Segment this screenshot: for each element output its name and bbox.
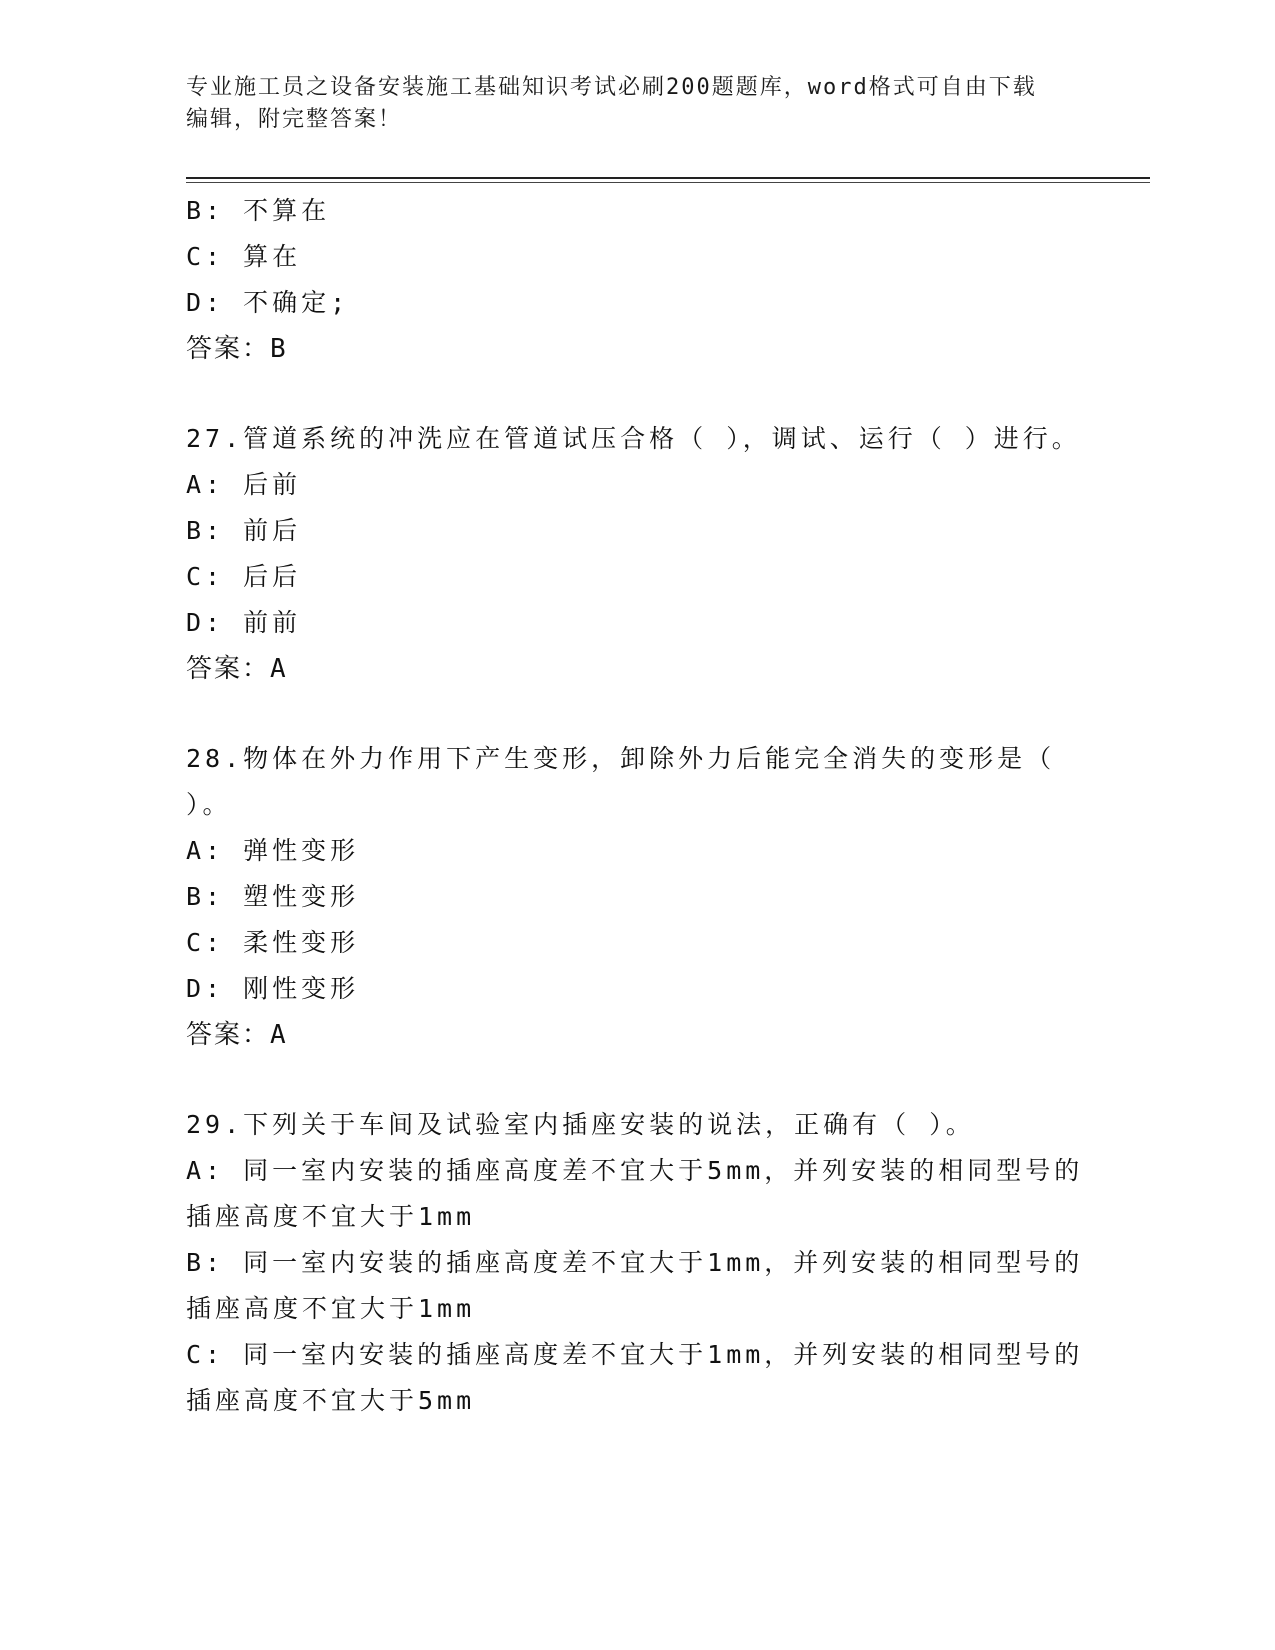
- header-divider-thick: [186, 177, 1150, 179]
- header-title-line-1: 专业施工员之设备安装施工基础知识考试必刷200题题库，word格式可自由下载: [186, 75, 1037, 100]
- option-d: D: 前前: [186, 608, 302, 637]
- option-c-line-1: C: 同一室内安装的插座高度差不宜大于1mm，并列安装的相同型号的: [186, 1340, 1084, 1369]
- answer-line: 答案：A: [186, 1020, 288, 1050]
- question-26: [186, 188, 1086, 372]
- question-27: [186, 416, 1086, 692]
- option-b: B: 塑性变形: [186, 882, 360, 911]
- option-d: D: 不确定;: [186, 288, 350, 317]
- question-text: 29.下列关于车间及试验室内插座安装的说法，正确有（ ）。: [186, 1110, 975, 1139]
- option-b-line-2: 插座高度不宜大于1mm: [186, 1294, 476, 1323]
- header-divider-thin: [186, 182, 1150, 183]
- question-text-line-2: ）。: [186, 790, 232, 819]
- option-a: A: 弹性变形: [186, 836, 360, 865]
- option-c: C: 柔性变形: [186, 928, 360, 957]
- question-28: [186, 736, 1086, 1058]
- option-a-line-2: 插座高度不宜大于1mm: [186, 1202, 476, 1231]
- header-title-line-2: 编辑，附完整答案！: [186, 107, 403, 132]
- answer-line: 答案：A: [186, 654, 288, 684]
- option-c: C: 算在: [186, 242, 302, 271]
- option-c-line-2: 插座高度不宜大于5mm: [186, 1386, 476, 1415]
- question-29: [186, 1102, 1086, 1424]
- option-a-line-1: A: 同一室内安装的插座高度差不宜大于5mm，并列安装的相同型号的: [186, 1156, 1084, 1185]
- option-b: B: 不算在: [186, 196, 331, 225]
- answer-line: 答案：B: [186, 334, 288, 364]
- option-a: A: 后前: [186, 470, 302, 499]
- option-b: B: 前后: [186, 516, 302, 545]
- option-b-line-1: B: 同一室内安装的插座高度差不宜大于1mm，并列安装的相同型号的: [186, 1248, 1084, 1277]
- document-header: [186, 72, 1066, 136]
- question-list: [186, 188, 1086, 1424]
- option-c: C: 后后: [186, 562, 302, 591]
- question-text-line-1: 28.物体在外力作用下产生变形，卸除外力后能完全消失的变形是（: [186, 744, 1056, 773]
- option-d: D: 刚性变形: [186, 974, 360, 1003]
- question-text: 27.管道系统的冲洗应在管道试压合格（ ），调试、运行（ ）进行。: [186, 424, 1081, 453]
